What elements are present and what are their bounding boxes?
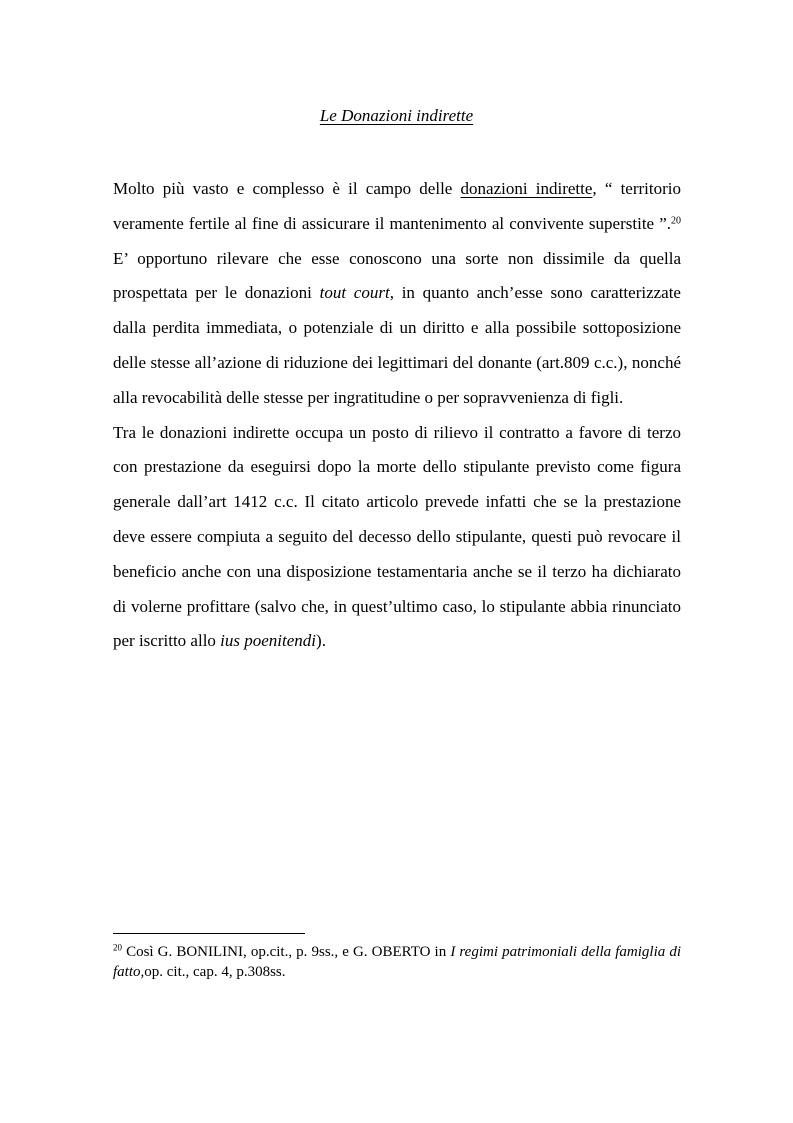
paragraph-1 [113,172,681,416]
footnote-italic-title: I regimi patrimoniali della famiglia di fatto, [113,944,681,980]
p1-text-3: E’ opportuno rilevare che esse conoscono una sorte non dissimile da quella prospettata per le donazioni [113,248,681,303]
p2-text-2: ). [316,631,326,651]
p1-underlined-term: donazioni indirette [460,179,593,198]
p1-text-4: in quanto anch’esse sono caratterizzate dalla perdita immediata, o potenziale di un diritto e alla possibile sottoposizione delle stesse all’azione di riduzione dei legittimari del donante (art.809 c.c.), nonché alla revocabilità delle stesse per ingratitudine o per sopravvenienza di figli. [113,283,681,407]
body-text [113,172,681,659]
p2-italic-term: ius poenitendi [220,631,317,651]
footnote-text-1: Così G. BONILINI, op.cit., p. 9ss., e G. OBERTO in [122,944,451,960]
p1-text-2: , “ territorio veramente fertile al fine di assicurare il mantenimento al convivente superstite ”. [113,179,682,233]
page-title: Le Donazioni indirette [319,106,474,125]
footnote-separator [113,933,305,934]
p1-italic-term: tout court, [319,283,394,303]
footnote-number: 20 [113,942,122,953]
footnote-reference[interactable]: 20 [671,215,681,227]
p2-text-1: Tra le donazioni indirette occupa un posto di rilievo il contratto a favore di terzo con prestazione da eseguirsi dopo la morte dello stipulante previsto come figura generale dall’art 1412 c.c. Il citato articolo prevede infatti che se la prestazione deve essere compiuta a seguito del decesso dello stipulante, questi può revocare il beneficio anche con una disposizione testamentaria anche se il terzo ha dichiarato di volerne profittare (salvo che, in quest’ultimo caso, lo stipulante abbia rinunciato per iscritto allo [113,422,681,651]
p1-text-1: Molto più vasto e complesso è il campo delle [113,179,461,198]
footnote [113,942,681,982]
footnote-text-2: op. cit., cap. 4, p.308ss. [144,964,286,980]
paragraph-2 [113,416,681,660]
